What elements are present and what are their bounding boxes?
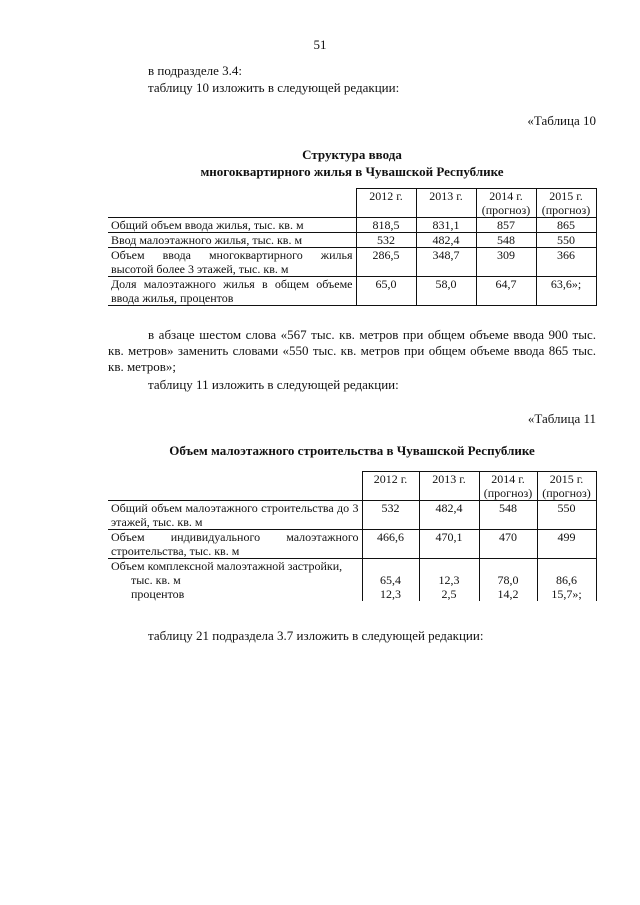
intro-line-2: таблицу 10 изложить в следующей редакции:	[148, 80, 400, 95]
table10-row-label: Объем ввода многоквартирного жилья высотой более 3 этажей, тыс. кв. м	[108, 248, 356, 277]
table10-cell: 857	[476, 218, 536, 233]
table10-cell: 348,7	[416, 248, 476, 277]
table10-row-label: Доля малоэтажного жилья в общем объеме ввода жилья, процентов	[108, 277, 356, 306]
table10-header-row	[108, 189, 596, 218]
table10-row-label: Ввод малоэтажного жилья, тыс. кв. м	[108, 233, 356, 248]
table11-cell: 550	[537, 501, 596, 530]
table10-cell: 366	[536, 248, 596, 277]
table11-header-row	[108, 472, 596, 501]
table10-header-2012: 2012 г.	[356, 189, 416, 218]
table-row	[108, 501, 596, 530]
table11-complex-sub-percent: процентов	[131, 587, 185, 601]
table11-complex-label-cell	[108, 559, 362, 602]
table10-cell: 286,5	[356, 248, 416, 277]
table10-cell: 548	[476, 233, 536, 248]
table11	[108, 471, 597, 601]
table11-header-2014: 2014 г. (прогноз)	[479, 472, 537, 501]
table11-header-2013: 2013 г.	[419, 472, 479, 501]
table11-cell: 2,5	[441, 587, 457, 601]
table10-title-line-2: многоквартирного жилья в Чувашской Республике	[200, 164, 504, 179]
table10-cell: 58,0	[416, 277, 476, 306]
table11-header-blank	[108, 472, 362, 501]
table10-header-blank	[108, 189, 356, 218]
table-row	[108, 218, 596, 233]
table-row	[108, 277, 596, 306]
table10-header-2013: 2013 г.	[416, 189, 476, 218]
table11-cell: 532	[362, 501, 419, 530]
table10-cell: 865	[536, 218, 596, 233]
table11-cell: 14,2	[497, 587, 519, 601]
table10-row-label: Общий объем ввода жилья, тыс. кв. м	[108, 218, 356, 233]
table11-cell: 548	[479, 501, 537, 530]
table10-cell: 550	[536, 233, 596, 248]
table11-row-label: Объем индивидуального малоэтажного строительства, тыс. кв. м	[108, 530, 362, 559]
table11-header-2015: 2015 г. (прогноз)	[537, 472, 596, 501]
table11-cell: 470	[479, 530, 537, 559]
table11-complex-cell-2014	[479, 559, 537, 602]
table11-row-label: Общий объем малоэтажного строительства до 3 этажей, тыс. кв. м	[108, 501, 362, 530]
table10-cell: 482,4	[416, 233, 476, 248]
table11-cell: 86,6	[556, 573, 577, 587]
table11-cell: 15,7»;	[551, 587, 582, 601]
table-row	[108, 559, 596, 602]
table-row	[108, 233, 596, 248]
table10-cell: 818,5	[356, 218, 416, 233]
table11-complex-sub-unit: тыс. кв. м	[131, 573, 181, 587]
table11-complex-cell-2012	[362, 559, 419, 602]
closing-instruction: таблицу 21 подраздела 3.7 изложить в следующей редакции:	[148, 628, 484, 643]
table10-cell: 831,1	[416, 218, 476, 233]
table10-reference: «Таблица 10	[527, 113, 596, 128]
table10-title-line-1: Структура ввода	[302, 147, 402, 162]
table11-cell: 466,6	[362, 530, 419, 559]
table11-header-2012: 2012 г.	[362, 472, 419, 501]
page-number: 51	[313, 37, 327, 52]
table11-instruction: таблицу 11 изложить в следующей редакции:	[148, 377, 399, 392]
table10-header-2015: 2015 г. (прогноз)	[536, 189, 596, 218]
table11-title: Объем малоэтажного строительства в Чувашской Республике	[169, 443, 535, 458]
table-row	[108, 530, 596, 559]
table11-cell: 470,1	[419, 530, 479, 559]
amendment-paragraph: в абзаце шестом слова «567 тыс. кв. метров при общем объеме ввода 900 тыс. кв. метров» заменить словами «550 тыс. кв. метров при общем объеме ввода 865 тыс. кв. метров»;	[108, 327, 596, 374]
table11-cell: 499	[537, 530, 596, 559]
table10-header-2014: 2014 г. (прогноз)	[476, 189, 536, 218]
table10-cell: 63,6»;	[536, 277, 596, 306]
table11-complex-cell-2013	[419, 559, 479, 602]
table11-complex-label: Объем комплексной малоэтажной застройки,	[111, 559, 343, 573]
intro-line-1: в подразделе 3.4:	[148, 63, 243, 78]
table11-complex-cell-2015	[537, 559, 596, 602]
table11-cell: 78,0	[497, 573, 519, 587]
table11-cell: 12,3	[380, 587, 401, 601]
table10	[108, 188, 597, 306]
table10-cell: 532	[356, 233, 416, 248]
table11-cell: 65,4	[380, 573, 401, 587]
table10-cell: 65,0	[356, 277, 416, 306]
table-row	[108, 248, 596, 277]
table11-reference: «Таблица 11	[527, 411, 596, 426]
table10-cell: 309	[476, 248, 536, 277]
table11-cell: 482,4	[419, 501, 479, 530]
table11-cell: 12,3	[438, 573, 460, 587]
table10-cell: 64,7	[476, 277, 536, 306]
